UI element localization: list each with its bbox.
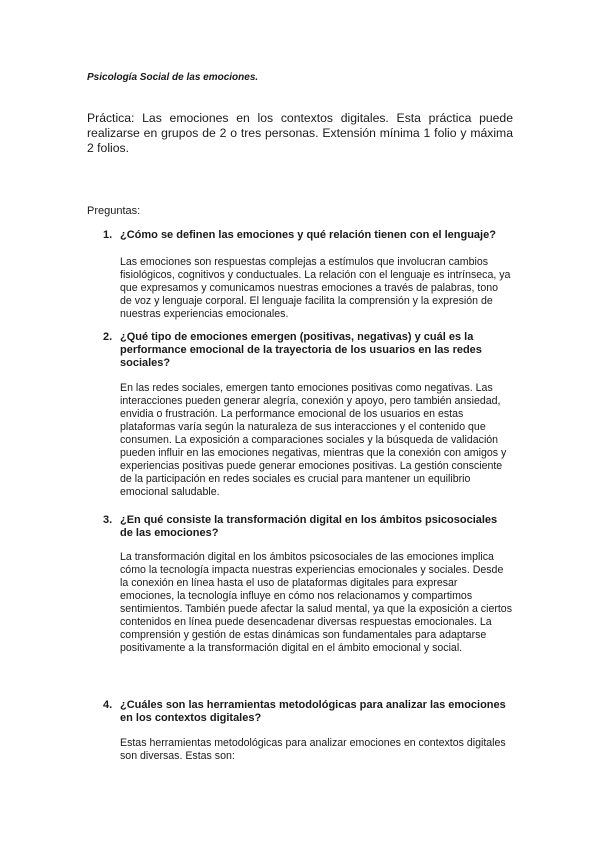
question-number: 4. [103,699,113,711]
answer-text: En las redes sociales, emergen tanto emociones positivas como negativas. Las interacciones pueden generar alegría, conexión y apoyo, pero también ansiedad, envidia o frustración. La performance emocional de los usuarios en estas plataformas varía según la naturaleza de sus interacciones y el contenido que consumen. La exposición a comparaciones sociales y la búsqueda de validación pueden influir en las emociones negativas, mientras que la conexión con amigos y experiencias positivas puede generar emociones positivas. La gestión consciente de la participación en redes sociales es crucial para mantener un equilibrio emocional saludable. [120,382,507,498]
answer-text: Estas herramientas metodológicas para analizar emociones en contextos digitales son diversas. Estas son: [120,737,506,762]
question-text: ¿Cuáles son las herramientas metodológicas para analizar las emociones en los contextos digitales? [120,699,506,724]
answer-text: La transformación digital en los ámbitos psicosociales de las emociones implica cómo la tecnología impacta nuestras experiencias emocionales y sociales. Desde la conexión en línea hasta el uso de plataformas digitales para expresar emociones, la tecnología influye en cómo nos relacionamos y compartimos sentimientos. También puede afectar la salud mental, ya que la exposición a ciertos contenidos en línea puede desencadenar diversas respuestas emocionales. La comprensión y gestión de estas dinámicas son fundamentales para adaptarse positivamente a la transformación digital en el ámbito emocional y social. [120,551,512,654]
question-number: 3. [103,514,113,526]
question-number: 1. [103,229,113,241]
practice-intro: Práctica: Las emociones en los contextos digitales. Esta práctica puede realizarse en grupos de 2 o tres personas. Extensión mínima 1 folio y máxima 2 folios. [87,111,513,155]
questions-heading: Preguntas: [87,205,141,217]
document-title: Psicología Social de las emociones. [87,72,259,83]
question-text: ¿Cómo se definen las emociones y qué relación tienen con el lenguaje? [120,229,496,241]
question-text: ¿Qué tipo de emociones emergen (positivas, negativas) y cuál es la performance emocional de la trayectoria de los usuarios en las redes sociales? [120,331,482,369]
question-text: ¿En qué consiste la transformación digital en los ámbitos psicosociales de las emociones? [120,514,498,539]
question-number: 2. [103,331,113,343]
answer-text: Las emociones son respuestas complejas a estímulos que involucran cambios fisiológicos, cognitivos y conductuales. La relación con el lenguaje es intrínseca, ya que expresamos y comunicamos nuestras emociones a través de palabras, tono de voz y lenguaje corporal. El lenguaje facilita la comprensión y la expresión de nuestras experiencias emocionales. [120,256,511,320]
